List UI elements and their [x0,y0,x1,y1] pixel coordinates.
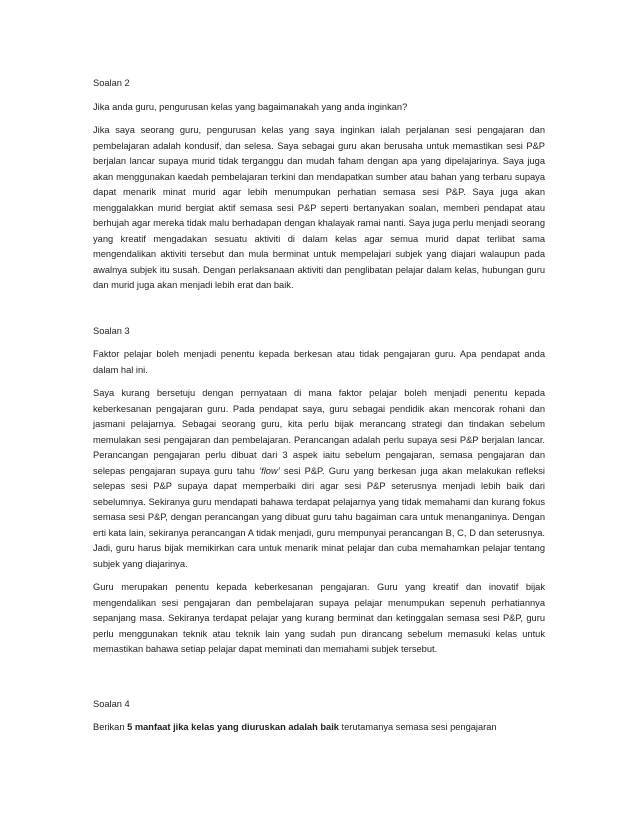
soalan-4-question-suffix: terutamanya semasa sesi pengajaran [338,722,497,732]
soalan-4-question-bold: 5 manfaat jika kelas yang diuruskan adalah baik [127,722,339,732]
soalan-4-question-prefix: Berikan [93,722,128,732]
soalan-2-answer: Jika saya seorang guru, pengurusan kelas yang saya inginkan ialah perjalanan sesi pengajaran dan pembelajaran adalah kondusif, dan selesa. Saya sebagai guru akan berusaha untuk memastikan sesi P&P berjalan lancar supaya murid tidak terganggu dan mudah faham dengan apa yang dipelajarinya. Saya juga akan menggunakan kaedah pembelajaran terkini dan mendapatkan sumber atau bahan yang terbaru supaya dapat menarik minat murid agar lebih menumpukan perhatian semasa sesi P&P. Saya juga akan menggalakkan murid bergiat aktif semasa sesi P&P seperti bertanyakan soalan, memberi pendapat atau berhujah agar mereka tidak malu berhadapan dengan khalayak ramai nanti. Saya juga perlu menjadi seorang yang kreatif mengadakan sesuatu aktiviti di dalam kelas agar semua murid dapat terlibat sama mengendalikan aktiviti tersebut dan mula berminat untuk mempelajari subjek yang diajari walaupun pada awalnya subjek itu susah. Dengan perlaksanaan aktiviti dan penglibatan pelajar dalam kelas, hubungan guru dan murid juga akan menjadi lebih erat dan baik. [93,125,545,290]
soalan-3-answer-part-2: sesi P&P. Guru yang berkesan juga akan melakukan refleksi selepas sesi P&P supaya dapat memperbaiki diri agar sesi P&P seterusnya menjadi lebih baik dari sebelumnya. Sekiranya guru mendapati bahawa terdapat pelajarnya yang tidak memahami dan kurang fokus semasa sesi P&P, dengan perancangan yang dibuat guru tahu bagaiman cara untuk menanganinya. Dengan erti kata lain, sekiranya perancangan A tidak menjadi, guru mempunyai perancangan B, C, D dan seterusnya. Jadi, guru harus bijak memikirkan cara untuk menarik minat pelajar dan cuba memahamkan pelajar tentang subjek yang diajarinya. [93,465,546,569]
soalan-3-answer-paragraph-2: Guru merupakan penentu kepada keberkesanan pengajaran. Guru yang kreatif dan inovatif bijak mengendalikan sesi pengajaran dan pembelajaran supaya pelajar menumpukan sepenuh perhatiannya sepanjang masa. Sekiranya terdapat pelajar yang kurang berminat dan ketinggalan semasa sesi P&P, guru perlu menggunakan teknik atau teknik lain yang sudah pun dirancang sebelum memasuki kelas untuk memastikan bahawa setiap pelajar dapat meminati dan memahami subjek tersebut. [93,582,545,654]
soalan-3-answer-paragraph-1 [93,386,545,572]
soalan-2-question: Jika anda guru, pengurusan kelas yang bagaimanakah yang anda inginkan? [93,101,408,112]
flow-word: ‘flow’ [259,465,280,476]
soalan-3-question: Faktor pelajar boleh menjadi penentu kepada berkesan atau tidak pengajaran guru. Apa pendapat anda dalam hal ini. [93,349,545,375]
soalan-4-question [93,720,545,736]
soalan-4-heading: Soalan 4 [93,698,130,709]
soalan-3-heading: Soalan 3 [93,325,130,336]
soalan-3-answer-part-1: Saya kurang bersetuju dengan pernyataan di mana faktor pelajar boleh menjadi penentu kepada keberkesanan pengajaran guru. Pada pendapat saya, guru sebagai pendidik akan mencorak rohani dan jasmani pelajarnya. Sebagai seorang guru, kita perlu bijak merancang strategi dan tindakan sebelum memulakan sesi pengajaran dan pembelajaran. Perancangan adalah perlu supaya sesi P&P berjalan lancar. Perancangan pengajaran perlu dibuat dari 3 aspek iaitu sebelum pengajaran, semasa pengajaran dan selepas pengajaran supaya guru tahu [93,388,545,476]
soalan-2-heading: Soalan 2 [93,78,130,88]
